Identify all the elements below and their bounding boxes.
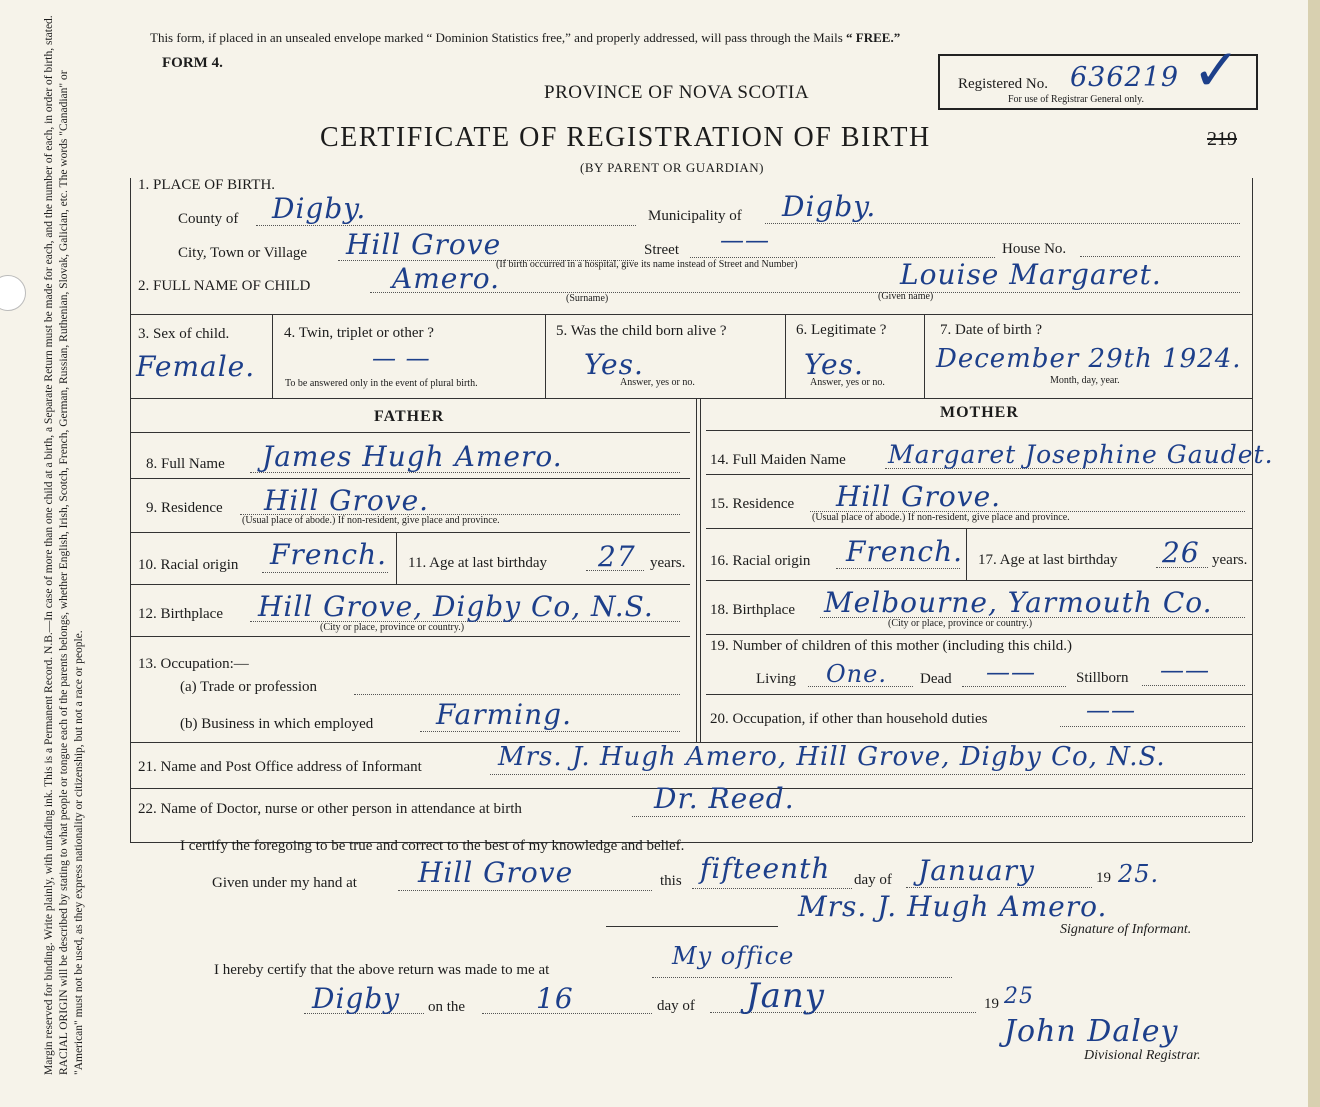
father-age-label: 11. Age at last birthday	[408, 555, 547, 571]
father-age: 27	[598, 540, 636, 573]
father-birthplace-label: 12. Birthplace	[138, 606, 223, 622]
doctor-value: Dr. Reed.	[654, 782, 795, 815]
page-title: CERTIFICATE OF REGISTRATION OF BIRTH	[320, 122, 931, 153]
certify-statement: I certify the foregoing to be true and correct to the best of my knowledge and belief.	[180, 838, 685, 854]
mother-birthplace: Melbourne, Yarmouth Co.	[824, 586, 1213, 619]
father-name-label: 8. Full Name	[146, 456, 225, 472]
mother-race: French.	[846, 535, 964, 568]
binding-margin	[0, 0, 128, 1107]
mother-residence-label: 15. Residence	[710, 496, 795, 512]
mother-residence-note: (Usual place of abode.) If non-resident, give place and province.	[812, 512, 1070, 523]
checkmark-icon: ✓	[1192, 36, 1242, 104]
mother-residence: Hill Grove.	[836, 480, 1002, 513]
registrar-day-of-label: day of	[657, 998, 695, 1014]
house-label: House No.	[1002, 241, 1067, 257]
mother-birthplace-label: 18. Birthplace	[710, 602, 795, 618]
mother-birthplace-note: (City or place, province or country.)	[888, 618, 1033, 629]
father-race: French.	[270, 538, 388, 571]
twin-value: — —	[372, 344, 431, 372]
legitimate-value: Yes.	[804, 348, 864, 381]
county-value: Digby.	[272, 192, 367, 225]
mother-occupation: ——	[1086, 696, 1136, 724]
registrar-statement: I hereby certify that the above return was made to me at	[214, 962, 550, 978]
dead-value: ——	[986, 658, 1036, 686]
father-heading: FATHER	[374, 408, 445, 425]
registrar-month: Jany	[746, 976, 826, 1016]
registrar-day: 16	[536, 982, 574, 1015]
mother-name-label: 14. Full Maiden Name	[710, 452, 846, 468]
mother-age-label: 17. Age at last birthday	[978, 552, 1118, 568]
father-years-label: years.	[650, 555, 686, 571]
twin-label: 4. Twin, triplet or other ?	[284, 325, 434, 341]
informant-signature-label: Signature of Informant.	[1060, 922, 1192, 937]
registered-number: 636219	[1070, 62, 1180, 93]
county-label: County of	[178, 211, 239, 227]
registrar-signature-label: Divisional Registrar.	[1084, 1048, 1201, 1063]
mother-occupation-label: 20. Occupation, if other than household duties	[710, 711, 988, 727]
father-residence-note: (Usual place of abode.) If non-resident, give place and province.	[242, 515, 500, 526]
certify-place: Hill Grove	[418, 856, 574, 889]
street-label: Street	[644, 242, 679, 258]
province-heading: PROVINCE OF NOVA SCOTIA	[544, 82, 810, 103]
street-value: ——	[720, 226, 770, 254]
certify-year: 25.	[1118, 860, 1160, 888]
given-under-label: Given under my hand at	[212, 875, 357, 891]
municipality-value: Digby.	[782, 190, 877, 223]
given-name-label: (Given name)	[878, 291, 934, 302]
stillborn-label: Stillborn	[1076, 670, 1129, 686]
registrar-year-prefix: 19	[984, 996, 999, 1012]
certify-month: January	[918, 854, 1035, 887]
registered-label: Registered No.	[958, 76, 1048, 92]
stillborn-value: ——	[1160, 656, 1210, 684]
form-number: FORM 4.	[162, 55, 223, 71]
registrar-office: My office	[672, 942, 795, 970]
mail-notice: This form, if placed in an unsealed envelope marked “ Dominion Statistics free,” and properly addressed, will pass through the Mails “ FREE.”	[150, 30, 901, 45]
alive-note: Answer, yes or no.	[620, 377, 695, 388]
dead-label: Dead	[920, 671, 952, 687]
living-label: Living	[756, 671, 796, 687]
city-label: City, Town or Village	[178, 245, 308, 261]
children-count-label: 19. Number of children of this mother (including this child.)	[710, 638, 1073, 654]
informant-value: Mrs. J. Hugh Amero, Hill Grove, Digby Co, N.S.	[498, 742, 1166, 772]
city-value: Hill Grove	[346, 228, 502, 261]
child-given-name: Louise Margaret.	[900, 258, 1162, 291]
mother-race-label: 16. Racial origin	[710, 553, 811, 569]
dob-value: December 29th 1924.	[936, 344, 1242, 374]
business-label: (b) Business in which employed	[180, 716, 374, 732]
dob-label: 7. Date of birth ?	[940, 322, 1043, 338]
sex-value: Female.	[136, 350, 256, 383]
doctor-label: 22. Name of Doctor, nurse or other person in attendance at birth	[138, 801, 522, 817]
legitimate-label: 6. Legitimate ?	[796, 322, 887, 338]
registrar-note: For use of Registrar General only.	[1008, 94, 1144, 105]
informant-label: 21. Name and Post Office address of Informant	[138, 759, 422, 775]
father-birthplace: Hill Grove, Digby Co, N.S.	[258, 590, 654, 623]
occupation-label: 13. Occupation:—	[138, 656, 249, 672]
hospital-note: (If birth occurred in a hospital, give its name instead of Street and Number)	[496, 259, 798, 270]
father-residence: Hill Grove.	[264, 484, 430, 517]
dob-note: Month, day, year.	[1050, 375, 1120, 386]
child-name-label: 2. FULL NAME OF CHILD	[138, 278, 311, 294]
living-value: One.	[826, 660, 887, 688]
mother-years-label: years.	[1212, 552, 1248, 568]
surname-label: (Surname)	[566, 293, 609, 304]
father-race-label: 10. Racial origin	[138, 557, 239, 573]
mother-age: 26	[1162, 536, 1200, 569]
mother-name: Margaret Josephine Gaudet.	[888, 440, 1274, 469]
on-the-label: on the	[428, 999, 466, 1015]
margin-instructions: Margin reserved for binding. Write plainly, with unfading ink. This is a Permanent Record. N.B.—In case of more than one child at a birth, a Separate Return must be made for each, and the number of each, in order of birth, stated. RACIAL ORIGIN will be described by stating to what people or tongue each of the parents belongs, whether English, Irish, Scotch, French, German, Russian, Ruthenian, Slovak, Galician, etc. The words "Canadian" or "American" must not be used, as they express nationality or citizenship, but not a race or people.	[43, 15, 85, 1075]
this-label: this	[660, 873, 682, 889]
alive-value: Yes.	[584, 348, 644, 381]
corner-number: 219	[1207, 128, 1237, 150]
place-of-birth-label: 1. PLACE OF BIRTH.	[138, 177, 276, 193]
informant-signature: Mrs. J. Hugh Amero.	[798, 890, 1108, 923]
twin-note: To be answered only in the event of plural birth.	[285, 378, 478, 389]
father-residence-label: 9. Residence	[146, 500, 223, 516]
child-surname: Amero.	[392, 262, 500, 295]
father-name: James Hugh Amero.	[262, 440, 563, 473]
punch-hole	[0, 275, 26, 311]
trade-label: (a) Trade or profession	[180, 679, 318, 695]
business-value: Farming.	[436, 698, 572, 731]
legitimate-note: Answer, yes or no.	[810, 377, 885, 388]
registrar-place: Digby	[312, 982, 401, 1015]
father-birthplace-note: (City or place, province or country.)	[320, 622, 465, 633]
page-subtitle: (BY PARENT OR GUARDIAN)	[580, 160, 765, 175]
registrar-signature: John Daley	[1004, 1014, 1179, 1049]
alive-label: 5. Was the child born alive ?	[556, 323, 727, 339]
certify-day: fifteenth	[700, 852, 831, 885]
sex-label: 3. Sex of child.	[138, 326, 230, 342]
registrar-year: 25	[1004, 984, 1034, 1009]
mother-heading: MOTHER	[940, 404, 1019, 421]
page-edge	[1308, 0, 1320, 1107]
municipality-label: Municipality of	[648, 208, 742, 224]
certify-year-prefix: 19	[1096, 870, 1111, 886]
registered-box	[938, 36, 1258, 110]
day-of-label: day of	[854, 872, 892, 888]
